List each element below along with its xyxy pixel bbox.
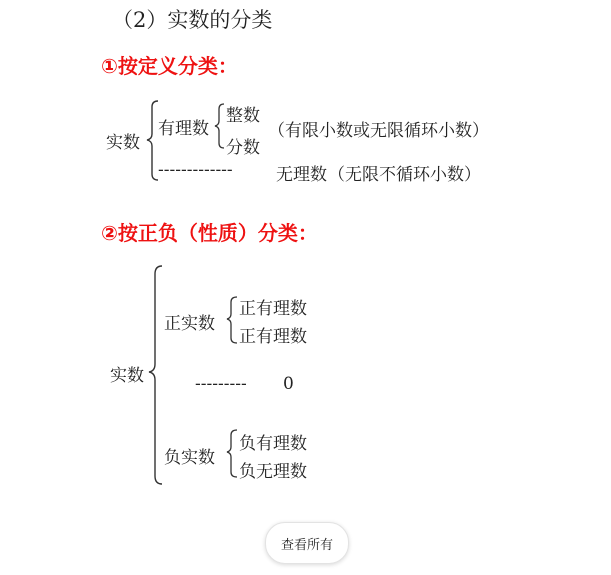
s1-fraction-label: 分数 xyxy=(226,138,260,158)
s2-pos-irrational-label: 正有理数 xyxy=(239,327,307,347)
s2-neg-rational-label: 负有理数 xyxy=(239,434,307,454)
s1-rational-label: 有理数 xyxy=(158,119,209,139)
s2-negative-brace xyxy=(227,430,237,477)
s2-zero-dashes: --------- xyxy=(195,374,247,394)
s2-root-label: 实数 xyxy=(110,366,144,386)
s2-pos-rational-label: 正有理数 xyxy=(239,299,307,319)
view-all-button[interactable]: 查看所有 xyxy=(265,522,349,564)
s1-rational-note: （有限小数或无限循环小数） xyxy=(268,121,489,141)
s2-negative-label: 负实数 xyxy=(164,448,215,468)
s2-positive-brace xyxy=(227,297,237,343)
section-title: （2）实数的分类 xyxy=(112,8,273,32)
s1-integer-label: 整数 xyxy=(226,106,260,126)
s2-positive-label: 正实数 xyxy=(164,314,215,334)
s1-inner-brace xyxy=(215,104,224,148)
s2-zero-label: 0 xyxy=(283,374,294,394)
s2-outer-brace xyxy=(149,266,162,484)
s1-root-label: 实数 xyxy=(106,133,140,153)
section-2-heading: ②按正负（性质）分类： xyxy=(101,221,318,245)
s2-neg-irrational-label: 负无理数 xyxy=(239,462,307,482)
s1-irrational-note: （无限不循环小数） xyxy=(328,165,481,185)
s1-irrational-dashes: ------------- xyxy=(158,160,233,180)
section-1-heading: ①按定义分类： xyxy=(101,54,238,78)
s1-outer-brace xyxy=(147,101,158,180)
s1-irrational-label: 无理数 xyxy=(276,165,327,185)
